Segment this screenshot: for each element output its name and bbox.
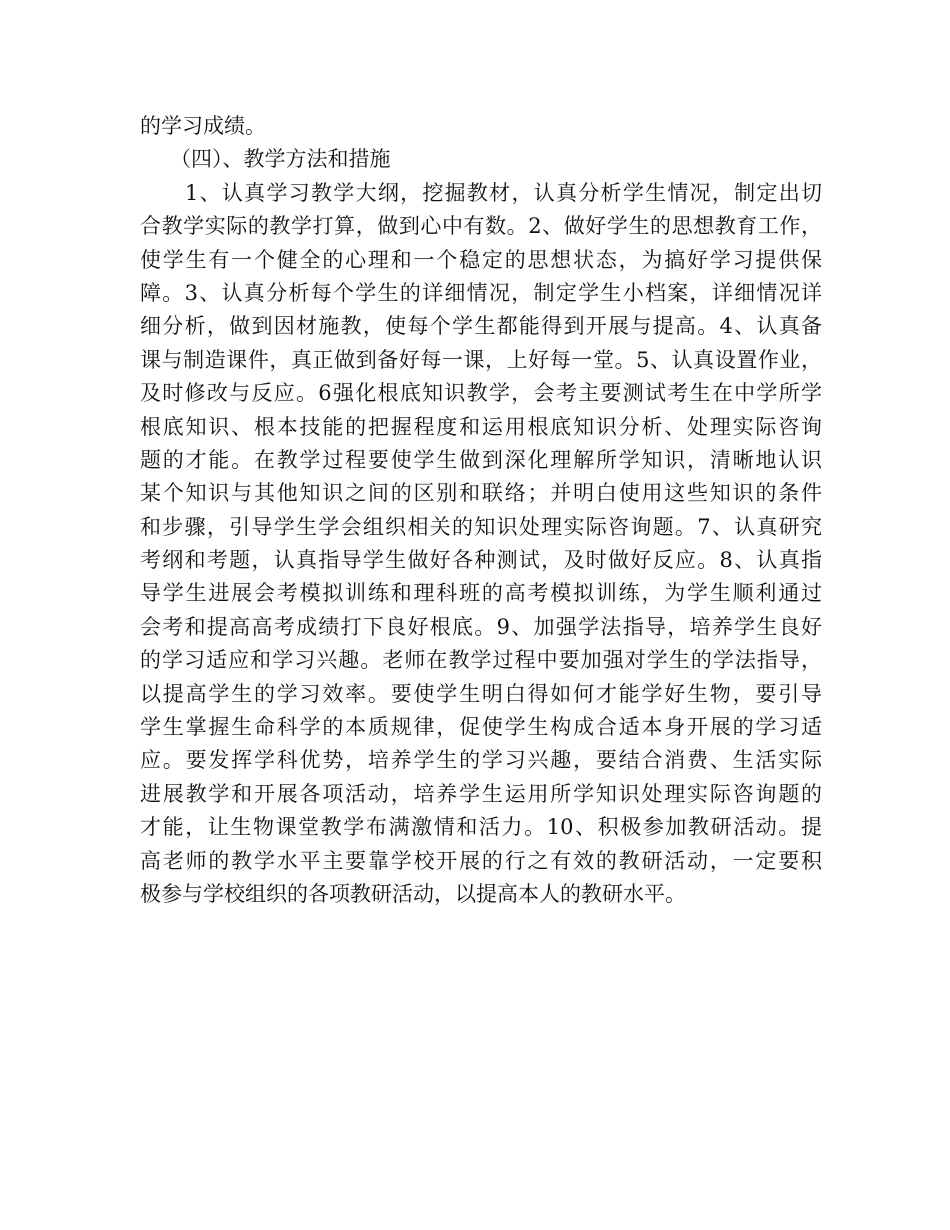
- paragraph-line: 才能，让生物课堂教学布满激情和活力。10、积极参加教研活动。提: [140, 815, 822, 840]
- paragraph-line: 应。要发挥学科优势，培养学生的学习兴趣，要结合消费、生活实际: [140, 748, 822, 773]
- paragraph-line: 某个知识与其他知识之间的区别和联络；并明白使用这些知识的条件: [140, 481, 822, 506]
- paragraph-line: 使学生有一个健全的心理和一个稳定的思想状态，为搞好学习提供保: [140, 247, 822, 272]
- paragraph-line: 课与制造课件，真正做到备好每一课，上好每一堂。5、认真设置作业，: [140, 347, 822, 372]
- text-line-1: 的学习成绩。: [140, 114, 266, 138]
- section-heading: （四）、教学方法和措施: [170, 147, 391, 172]
- paragraph-line: 导学生进展会考模拟训练和理科班的高考模拟训练，为学生顺利通过: [140, 581, 822, 606]
- paragraph-line: 题的才能。在教学过程要使学生做到深化理解所学知识，清晰地认识: [140, 447, 822, 472]
- paragraph-line: 以提高学生的学习效率。要使学生明白得如何才能学好生物，要引导: [140, 681, 822, 706]
- paragraph-line: 障。3、认真分析每个学生的详细情况，制定学生小档案，详细情况详: [140, 280, 822, 305]
- paragraph-line: 高老师的教学水平主要靠学校开展的行之有效的教研活动，一定要积: [140, 848, 822, 873]
- paragraph-line: 根底知识、根本技能的把握程度和运用根底知识分析、处理实际咨询: [140, 414, 822, 439]
- paragraph-last-line: 极参与学校组织的各项教研活动，以提高本人的教研水平。: [140, 881, 686, 906]
- paragraph-first-line: 1、认真学习教学大纲，挖掘教材，认真分析学生情况，制定出切: [185, 180, 822, 205]
- paragraph-line: 合教学实际的教学打算，做到心中有数。2、做好学生的思想教育工作，: [140, 214, 822, 239]
- paragraph-line: 进展教学和开展各项活动，培养学生运用所学知识处理实际咨询题的: [140, 781, 822, 806]
- paragraph-line: 及时修改与反应。6强化根底知识教学，会考主要测试考生在中学所学: [140, 381, 822, 406]
- paragraph-line: 的学习适应和学习兴趣。老师在教学过程中要加强对学生的学法指导，: [140, 648, 822, 673]
- document-page: [140, 110, 822, 911]
- paragraph-line: 考纲和考题，认真指导学生做好各种测试，及时做好反应。8、认真指: [140, 548, 822, 573]
- paragraph-line: 细分析，做到因材施教，使每个学生都能得到开展与提高。4、认真备: [140, 314, 822, 339]
- paragraph-line: 会考和提高高考成绩打下良好根底。9、加强学法指导，培养学生良好: [140, 614, 822, 639]
- paragraph-line: 和步骤，引导学生学会组织相关的知识处理实际咨询题。7、认真研究: [140, 514, 822, 539]
- paragraph-line: 学生掌握生命科学的本质规律，促使学生构成合适本身开展的学习适: [140, 715, 822, 740]
